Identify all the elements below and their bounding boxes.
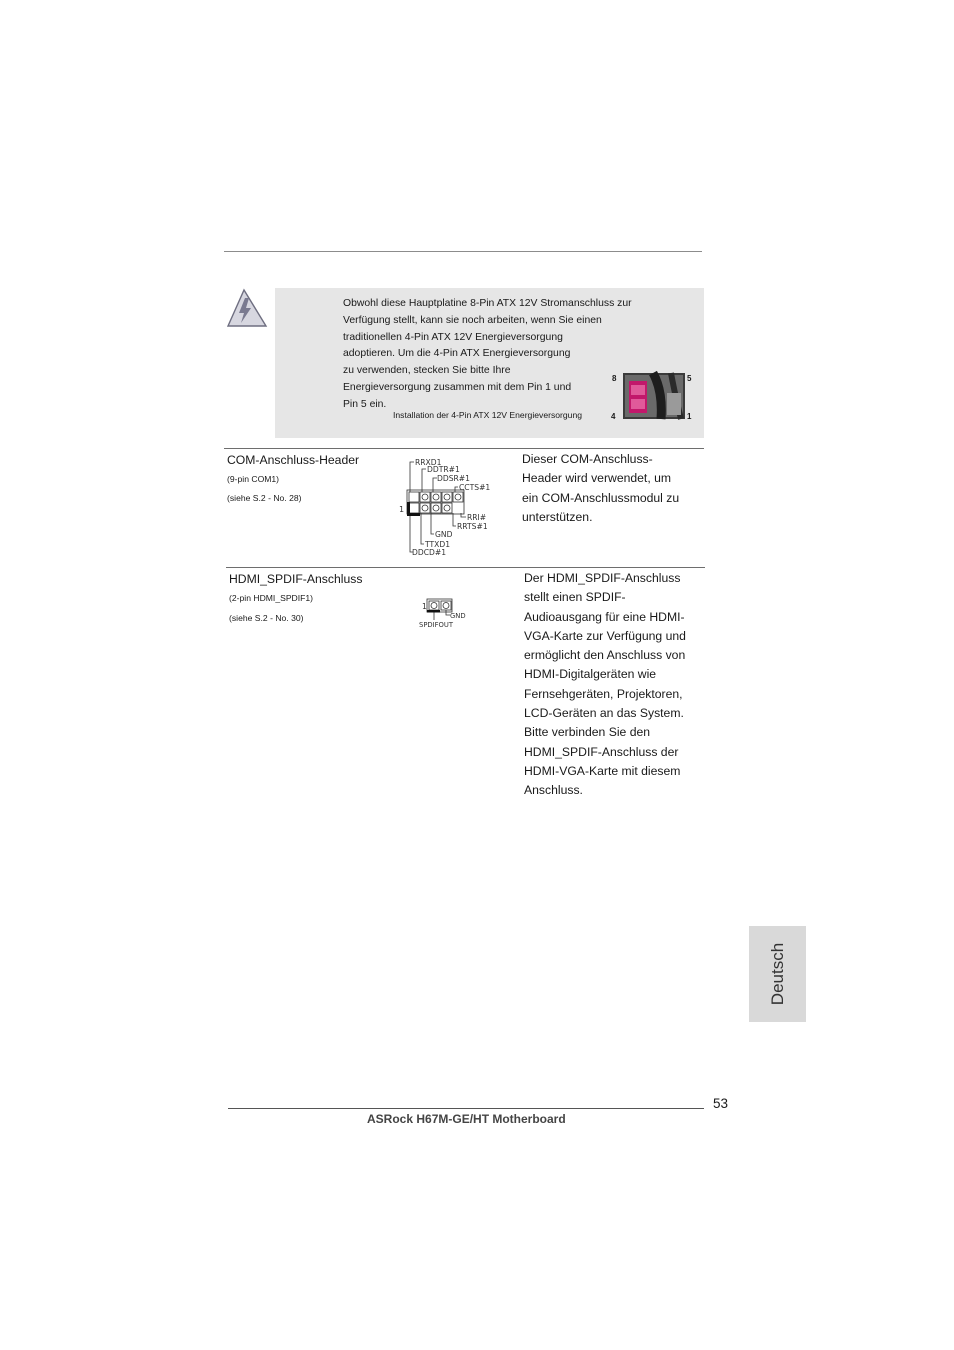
pin-label-4: 4: [611, 412, 616, 421]
desc-line: LCD-Geräten an das System.: [524, 706, 684, 721]
pin-ccts1: CCTS#1: [459, 483, 491, 492]
desc-line: ermöglicht den Anschluss von: [524, 648, 686, 663]
hdmi-spdif-pin: (2-pin HDMI_SPDIF1): [229, 593, 314, 603]
pin-gnd: GND: [450, 612, 466, 620]
language-tab-label: Deutsch: [767, 942, 787, 1006]
com-description: [522, 450, 704, 527]
desc-line: Anschluss.: [524, 783, 583, 798]
note-line: Verfügung stellt, kann sie noch arbeiten, wenn Sie einen: [343, 314, 602, 326]
desc-line: Fernsehgeräten, Projektoren,: [524, 686, 683, 701]
desc-line: HDMI-VGA-Karte mit diesem: [524, 763, 681, 778]
pin-ddsr1: DDSR#1: [437, 474, 470, 483]
pin-gnd: GND: [435, 530, 453, 539]
note-line: Pin 5 ein.: [343, 398, 387, 410]
note-line: zu verwenden, stecken Sie bitte Ihre: [343, 365, 511, 377]
note-line: traditionellen 4-Pin ATX 12V Energieversorgung: [343, 331, 563, 343]
pin-one-marker: 1: [422, 602, 427, 611]
footer-rule: [228, 1108, 704, 1109]
desc-line: Bitte verbinden Sie den: [524, 725, 651, 740]
pin-ddcd1: DDCD#1: [412, 548, 447, 557]
language-tab: [749, 926, 806, 1022]
pin-rrxd1: RRXD1: [415, 458, 442, 467]
desc-line: Header wird verwendet, um: [522, 471, 672, 486]
desc-line: ein COM-Anschlussmodul zu: [522, 490, 680, 505]
pin-rrts1: RRTS#1: [457, 522, 488, 531]
com-header-title: COM-Anschluss-Header: [227, 453, 360, 467]
pin-label-1: 1: [687, 412, 692, 421]
pin-one-marker: 1: [399, 505, 405, 514]
desc-line: Dieser COM-Anschluss-: [522, 452, 653, 466]
desc-line: HDMI-Digitalgeräten wie: [524, 667, 657, 682]
com-header-ref: (siehe S.2 - No. 28): [227, 493, 302, 503]
hdmi-spdif-title: HDMI_SPDIF-Anschluss: [229, 572, 363, 586]
atx-connector-photo: [623, 373, 685, 419]
pin-label-5: 5: [687, 374, 692, 383]
note-caption: Installation der 4-Pin ATX 12V Energieversorgung: [393, 410, 583, 420]
desc-line: VGA-Karte zur Verfügung und: [524, 628, 686, 643]
pin-label-8: 8: [612, 374, 617, 383]
section-separator: [224, 448, 704, 449]
warning-icon: [226, 288, 268, 328]
note-line: Energieversorgung zusammen mit dem Pin 1 und: [343, 381, 572, 393]
page-number: 53: [713, 1096, 729, 1111]
hdmi-spdif-description: [524, 569, 706, 801]
hdmi-spdif-ref: (siehe S.2 - No. 30): [229, 613, 304, 623]
hdmi-spdif-pin-diagram: [416, 597, 466, 631]
desc-line: unterstützen.: [522, 509, 593, 524]
desc-line: HDMI_SPDIF-Anschluss der: [524, 744, 679, 759]
pin-spdifout: SPDIFOUT: [419, 621, 454, 629]
desc-line: stellt einen SPDIF-: [524, 590, 626, 605]
pin-rri: RRI#: [467, 513, 487, 522]
footer-title: ASRock H67M-GE/HT Motherboard: [367, 1112, 566, 1126]
desc-line: Audioausgang für eine HDMI-: [524, 609, 685, 624]
section-separator: [226, 567, 705, 568]
desc-line: Der HDMI_SPDIF-Anschluss: [524, 571, 681, 585]
note-line: adoptieren. Um die 4-Pin ATX Energieversorgung: [343, 348, 571, 360]
com-pin-diagram: [396, 456, 491, 558]
pin-ttxd1: TTXD1: [425, 540, 451, 549]
note-line: Obwohl diese Hauptplatine 8-Pin ATX 12V Stromanschluss zur: [343, 298, 632, 309]
com-header-pin: (9-pin COM1): [227, 474, 280, 484]
pin-ddtr1: DDTR#1: [427, 465, 460, 474]
top-rule: [224, 251, 702, 252]
